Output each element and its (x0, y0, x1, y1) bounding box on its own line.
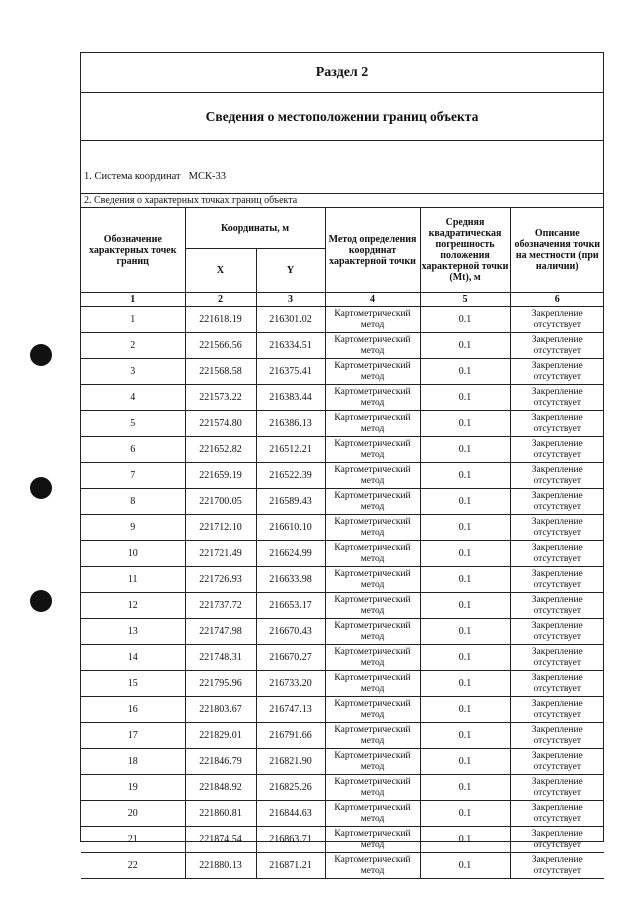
column-numbers-row (81, 293, 604, 307)
description-cell: Закрепление отсутствует (510, 437, 604, 463)
point-number-cell: 7 (81, 463, 185, 489)
x-coordinate-cell: 221880.13 (185, 853, 256, 879)
x-coordinate-cell: 221712.10 (185, 515, 256, 541)
point-number-cell: 6 (81, 437, 185, 463)
y-coordinate-cell: 216334.51 (256, 333, 325, 359)
method-cell: Картометрический метод (325, 567, 420, 593)
y-coordinate-cell: 216633.98 (256, 567, 325, 593)
point-number-cell: 9 (81, 515, 185, 541)
error-cell: 0.1 (420, 593, 510, 619)
column-number: 3 (256, 293, 325, 307)
info-title: Сведения о местоположении границ объекта (81, 93, 603, 141)
x-coordinate-cell: 221737.72 (185, 593, 256, 619)
description-cell: Закрепление отсутствует (510, 385, 604, 411)
error-cell: 0.1 (420, 567, 510, 593)
description-cell: Закрепление отсутствует (510, 359, 604, 385)
table-row (81, 437, 604, 463)
x-coordinate-cell: 221846.79 (185, 749, 256, 775)
y-coordinate-cell: 216670.27 (256, 645, 325, 671)
x-coordinate-cell: 221874.54 (185, 827, 256, 853)
column-number: 2 (185, 293, 256, 307)
method-cell: Картометрический метод (325, 697, 420, 723)
column-number: 4 (325, 293, 420, 307)
table-row (81, 541, 604, 567)
table-row (81, 827, 604, 853)
header-point: Обозначение характерных точек границ (81, 208, 185, 293)
description-cell: Закрепление отсутствует (510, 515, 604, 541)
y-coordinate-cell: 216589.43 (256, 489, 325, 515)
table-row (81, 619, 604, 645)
punch-hole-bottom (30, 590, 52, 612)
y-coordinate-cell: 216747.13 (256, 697, 325, 723)
point-number-cell: 18 (81, 749, 185, 775)
description-cell: Закрепление отсутствует (510, 307, 604, 333)
method-cell: Картометрический метод (325, 437, 420, 463)
x-coordinate-cell: 221659.19 (185, 463, 256, 489)
x-coordinate-cell: 221860.81 (185, 801, 256, 827)
table-body (81, 307, 604, 879)
column-number: 6 (510, 293, 604, 307)
y-coordinate-cell: 216791.66 (256, 723, 325, 749)
y-coordinate-cell: 216512.21 (256, 437, 325, 463)
description-cell: Закрепление отсутствует (510, 619, 604, 645)
method-cell: Картометрический метод (325, 619, 420, 645)
method-cell: Картометрический метод (325, 749, 420, 775)
method-cell: Картометрический метод (325, 411, 420, 437)
table-row (81, 697, 604, 723)
error-cell: 0.1 (420, 645, 510, 671)
error-cell: 0.1 (420, 385, 510, 411)
description-cell: Закрепление отсутствует (510, 333, 604, 359)
points-section-title: 2. Сведения о характерных точках границ объекта (81, 193, 603, 207)
point-number-cell: 8 (81, 489, 185, 515)
table-row (81, 307, 604, 333)
error-cell: 0.1 (420, 359, 510, 385)
point-number-cell: 10 (81, 541, 185, 567)
point-number-cell: 13 (81, 619, 185, 645)
header-y: Y (256, 249, 325, 293)
method-cell: Картометрический метод (325, 723, 420, 749)
y-coordinate-cell: 216624.99 (256, 541, 325, 567)
method-cell: Картометрический метод (325, 853, 420, 879)
table-row (81, 463, 604, 489)
description-cell: Закрепление отсутствует (510, 775, 604, 801)
x-coordinate-cell: 221568.58 (185, 359, 256, 385)
method-cell: Картометрический метод (325, 541, 420, 567)
description-cell: Закрепление отсутствует (510, 697, 604, 723)
method-cell: Картометрический метод (325, 385, 420, 411)
x-coordinate-cell: 221803.67 (185, 697, 256, 723)
method-cell: Картометрический метод (325, 775, 420, 801)
column-number: 1 (81, 293, 185, 307)
x-coordinate-cell: 221747.98 (185, 619, 256, 645)
method-cell: Картометрический метод (325, 645, 420, 671)
punch-hole-middle (30, 477, 52, 499)
method-cell: Картометрический метод (325, 307, 420, 333)
method-cell: Картометрический метод (325, 827, 420, 853)
point-number-cell: 15 (81, 671, 185, 697)
table-row (81, 489, 604, 515)
description-cell: Закрепление отсутствует (510, 801, 604, 827)
error-cell: 0.1 (420, 619, 510, 645)
y-coordinate-cell: 216301.02 (256, 307, 325, 333)
y-coordinate-cell: 216653.17 (256, 593, 325, 619)
table-row (81, 853, 604, 879)
table-row (81, 411, 604, 437)
y-coordinate-cell: 216733.20 (256, 671, 325, 697)
coordinate-system-row (81, 141, 603, 193)
error-cell: 0.1 (420, 541, 510, 567)
y-coordinate-cell: 216383.44 (256, 385, 325, 411)
point-number-cell: 20 (81, 801, 185, 827)
header-method: Метод определения координат характерной точки (325, 208, 420, 293)
point-number-cell: 5 (81, 411, 185, 437)
header-coordinates: Координаты, м (185, 208, 325, 249)
error-cell: 0.1 (420, 671, 510, 697)
x-coordinate-cell: 221618.19 (185, 307, 256, 333)
table-row (81, 749, 604, 775)
table-row (81, 801, 604, 827)
x-coordinate-cell: 221829.01 (185, 723, 256, 749)
description-cell: Закрепление отсутствует (510, 749, 604, 775)
x-coordinate-cell: 221574.80 (185, 411, 256, 437)
point-number-cell: 19 (81, 775, 185, 801)
error-cell: 0.1 (420, 775, 510, 801)
header-x: X (185, 249, 256, 293)
y-coordinate-cell: 216386.13 (256, 411, 325, 437)
x-coordinate-cell: 221748.31 (185, 645, 256, 671)
method-cell: Картометрический метод (325, 593, 420, 619)
boundary-points-table (81, 207, 604, 879)
y-coordinate-cell: 216844.63 (256, 801, 325, 827)
point-number-cell: 3 (81, 359, 185, 385)
column-number: 5 (420, 293, 510, 307)
coordinate-system-label: 1. Система координат (84, 171, 181, 182)
x-coordinate-cell: 221795.96 (185, 671, 256, 697)
x-coordinate-cell: 221726.93 (185, 567, 256, 593)
point-number-cell: 4 (81, 385, 185, 411)
y-coordinate-cell: 216670.43 (256, 619, 325, 645)
x-coordinate-cell: 221652.82 (185, 437, 256, 463)
error-cell: 0.1 (420, 489, 510, 515)
document-frame (80, 52, 604, 876)
method-cell: Картометрический метод (325, 359, 420, 385)
y-coordinate-cell: 216871.21 (256, 853, 325, 879)
description-cell: Закрепление отсутствует (510, 723, 604, 749)
table-row (81, 775, 604, 801)
point-number-cell: 12 (81, 593, 185, 619)
x-coordinate-cell: 221848.92 (185, 775, 256, 801)
error-cell: 0.1 (420, 853, 510, 879)
header-description: Описание обозначения точки на местности (при наличии) (510, 208, 604, 293)
method-cell: Картометрический метод (325, 463, 420, 489)
error-cell: 0.1 (420, 437, 510, 463)
error-cell: 0.1 (420, 463, 510, 489)
y-coordinate-cell: 216821.90 (256, 749, 325, 775)
point-number-cell: 2 (81, 333, 185, 359)
description-cell: Закрепление отсутствует (510, 411, 604, 437)
method-cell: Картометрический метод (325, 671, 420, 697)
point-number-cell: 1 (81, 307, 185, 333)
description-cell: Закрепление отсутствует (510, 567, 604, 593)
error-cell: 0.1 (420, 749, 510, 775)
y-coordinate-cell: 216825.26 (256, 775, 325, 801)
table-row (81, 645, 604, 671)
y-coordinate-cell: 216375.41 (256, 359, 325, 385)
method-cell: Картометрический метод (325, 515, 420, 541)
table-row (81, 359, 604, 385)
coordinate-system-value: МСК-33 (188, 171, 226, 182)
method-cell: Картометрический метод (325, 333, 420, 359)
description-cell: Закрепление отсутствует (510, 489, 604, 515)
error-cell: 0.1 (420, 411, 510, 437)
y-coordinate-cell: 216610.10 (256, 515, 325, 541)
point-number-cell: 11 (81, 567, 185, 593)
table-row (81, 385, 604, 411)
x-coordinate-cell: 221721.49 (185, 541, 256, 567)
header-error: Средняя квадратическая погрешность положения характерной точки (Mt), м (420, 208, 510, 293)
method-cell: Картометрический метод (325, 489, 420, 515)
y-coordinate-cell: 216522.39 (256, 463, 325, 489)
point-number-cell: 22 (81, 853, 185, 879)
table-row (81, 593, 604, 619)
error-cell: 0.1 (420, 723, 510, 749)
description-cell: Закрепление отсутствует (510, 671, 604, 697)
table-row (81, 567, 604, 593)
error-cell: 0.1 (420, 827, 510, 853)
table-row (81, 671, 604, 697)
punch-hole-top (30, 344, 52, 366)
method-cell: Картометрический метод (325, 801, 420, 827)
description-cell: Закрепление отсутствует (510, 593, 604, 619)
description-cell: Закрепление отсутствует (510, 853, 604, 879)
point-number-cell: 14 (81, 645, 185, 671)
x-coordinate-cell: 221573.22 (185, 385, 256, 411)
error-cell: 0.1 (420, 515, 510, 541)
point-number-cell: 16 (81, 697, 185, 723)
point-number-cell: 21 (81, 827, 185, 853)
y-coordinate-cell: 216863.71 (256, 827, 325, 853)
description-cell: Закрепление отсутствует (510, 541, 604, 567)
table-row (81, 723, 604, 749)
table-row (81, 333, 604, 359)
description-cell: Закрепление отсутствует (510, 645, 604, 671)
error-cell: 0.1 (420, 307, 510, 333)
table-row (81, 515, 604, 541)
error-cell: 0.1 (420, 333, 510, 359)
error-cell: 0.1 (420, 801, 510, 827)
description-cell: Закрепление отсутствует (510, 827, 604, 853)
error-cell: 0.1 (420, 697, 510, 723)
section-title: Раздел 2 (81, 53, 603, 93)
x-coordinate-cell: 221700.05 (185, 489, 256, 515)
point-number-cell: 17 (81, 723, 185, 749)
x-coordinate-cell: 221566.56 (185, 333, 256, 359)
description-cell: Закрепление отсутствует (510, 463, 604, 489)
